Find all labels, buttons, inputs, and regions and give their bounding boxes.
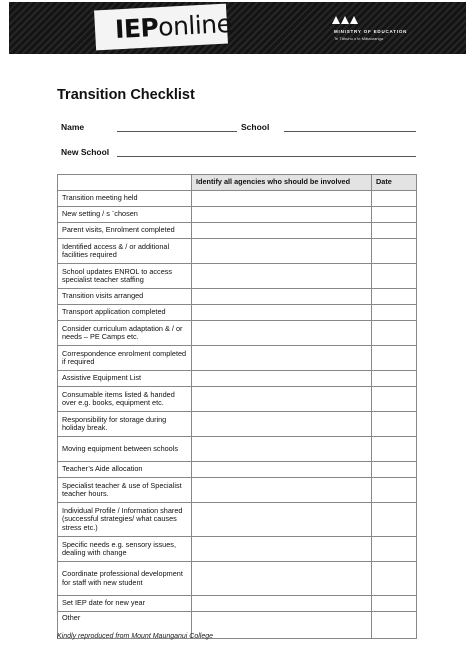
logo-prefix: IEP [114,12,159,45]
table-row [58,462,417,478]
school-label: School [241,122,270,132]
table-row [58,207,417,223]
agencies-cell[interactable] [192,223,372,239]
name-label: Name [61,122,85,132]
table-row [58,562,417,596]
checklist-item: Assistive Equipment List [58,371,192,387]
agencies-cell[interactable] [192,371,372,387]
date-cell[interactable] [372,207,417,223]
iep-online-logo [114,9,232,44]
table-row [58,412,417,437]
agencies-cell[interactable] [192,387,372,412]
table-row [58,239,417,264]
date-cell[interactable] [372,412,417,437]
header-banner [9,2,466,54]
checklist-item: Individual Profile / Information shared (successful strategies/ what causes stress etc.) [58,503,192,537]
date-cell[interactable] [372,239,417,264]
checklist-item: Parent visits, Enrolment completed [58,223,192,239]
footer-credit: Kindly reproduced from Mount Maunganui College [57,633,214,640]
agencies-cell[interactable] [192,191,372,207]
checklist-item: Coordinate professional development for staff with new student [58,562,192,596]
checklist-item: Specific needs e.g. sensory issues, dealing with change [58,537,192,562]
ministry-maori-name: Te Tāhuhu o te Mātauranga [334,36,384,41]
checklist-item: Transport application completed [58,305,192,321]
date-cell[interactable] [372,537,417,562]
agencies-cell[interactable] [192,264,372,289]
date-cell[interactable] [372,503,417,537]
column-header-item [58,175,192,191]
checklist-item: School updates ENROL to access specialist teacher staffing [58,264,192,289]
date-cell[interactable] [372,191,417,207]
school-field[interactable] [284,131,416,132]
date-cell[interactable] [372,321,417,346]
name-field[interactable] [117,131,237,132]
transition-checklist-table [57,174,417,639]
date-cell[interactable] [372,478,417,503]
date-cell[interactable] [372,562,417,596]
checklist-item: Specialist teacher & use of Specialist teacher hours. [58,478,192,503]
agencies-cell[interactable] [192,305,372,321]
agencies-cell[interactable] [192,562,372,596]
table-row [58,289,417,305]
table-row [58,346,417,371]
agencies-cell[interactable] [192,537,372,562]
table-row [58,596,417,612]
ministry-name: MINISTRY OF EDUCATION [334,29,408,34]
checklist-item: Consider curriculum adaptation & / or needs – PE Camps etc. [58,321,192,346]
checklist-item: Transition visits arranged [58,289,192,305]
agencies-cell[interactable] [192,207,372,223]
checklist-item: Identified access & / or additional facilities required [58,239,192,264]
date-cell[interactable] [372,223,417,239]
date-cell[interactable] [372,596,417,612]
checklist-item: Correspondence enrolment completed if required [58,346,192,371]
table-row [58,371,417,387]
table-row [58,191,417,207]
table-row [58,223,417,239]
column-header-agencies: Identify all agencies who should be involved [192,175,372,191]
checklist-item: Moving equipment between schools [58,437,192,462]
agencies-cell[interactable] [192,412,372,437]
agencies-cell[interactable] [192,462,372,478]
agencies-cell[interactable] [192,239,372,264]
agencies-cell[interactable] [192,503,372,537]
new-school-label: New School [61,147,110,157]
agencies-cell[interactable] [192,612,372,639]
date-cell[interactable] [372,371,417,387]
date-cell[interactable] [372,387,417,412]
agencies-cell[interactable] [192,289,372,305]
logo-suffix: online [157,8,233,42]
date-cell[interactable] [372,264,417,289]
date-cell[interactable] [372,289,417,305]
table-row [58,437,417,462]
date-cell[interactable] [372,462,417,478]
checklist-item: New setting / s ¨chosen [58,207,192,223]
table-row [58,321,417,346]
table-row [58,387,417,412]
checklist-item: Responsibility for storage during holiday break. [58,412,192,437]
checklist-item: Set IEP date for new year [58,596,192,612]
date-cell[interactable] [372,305,417,321]
agencies-cell[interactable] [192,437,372,462]
date-cell[interactable] [372,346,417,371]
table-row [58,478,417,503]
table-header-row [58,175,417,191]
agencies-cell[interactable] [192,346,372,371]
table-row [58,264,417,289]
column-header-date: Date [372,175,417,191]
table-row [58,305,417,321]
agencies-cell[interactable] [192,596,372,612]
agencies-cell[interactable] [192,478,372,503]
agencies-cell[interactable] [192,321,372,346]
checklist-item: Transition meeting held [58,191,192,207]
table-row [58,503,417,537]
checklist-item: Consumable items listed & handed over e.g. books, equipment etc. [58,387,192,412]
checklist-item: Teacher’s Aide allocation [58,462,192,478]
date-cell[interactable] [372,612,417,639]
ministry-logo-icon [332,14,358,26]
new-school-field[interactable] [117,156,416,157]
page-title: Transition Checklist [57,87,195,103]
checklist-item: Other [58,612,192,639]
table-row [58,537,417,562]
date-cell[interactable] [372,437,417,462]
